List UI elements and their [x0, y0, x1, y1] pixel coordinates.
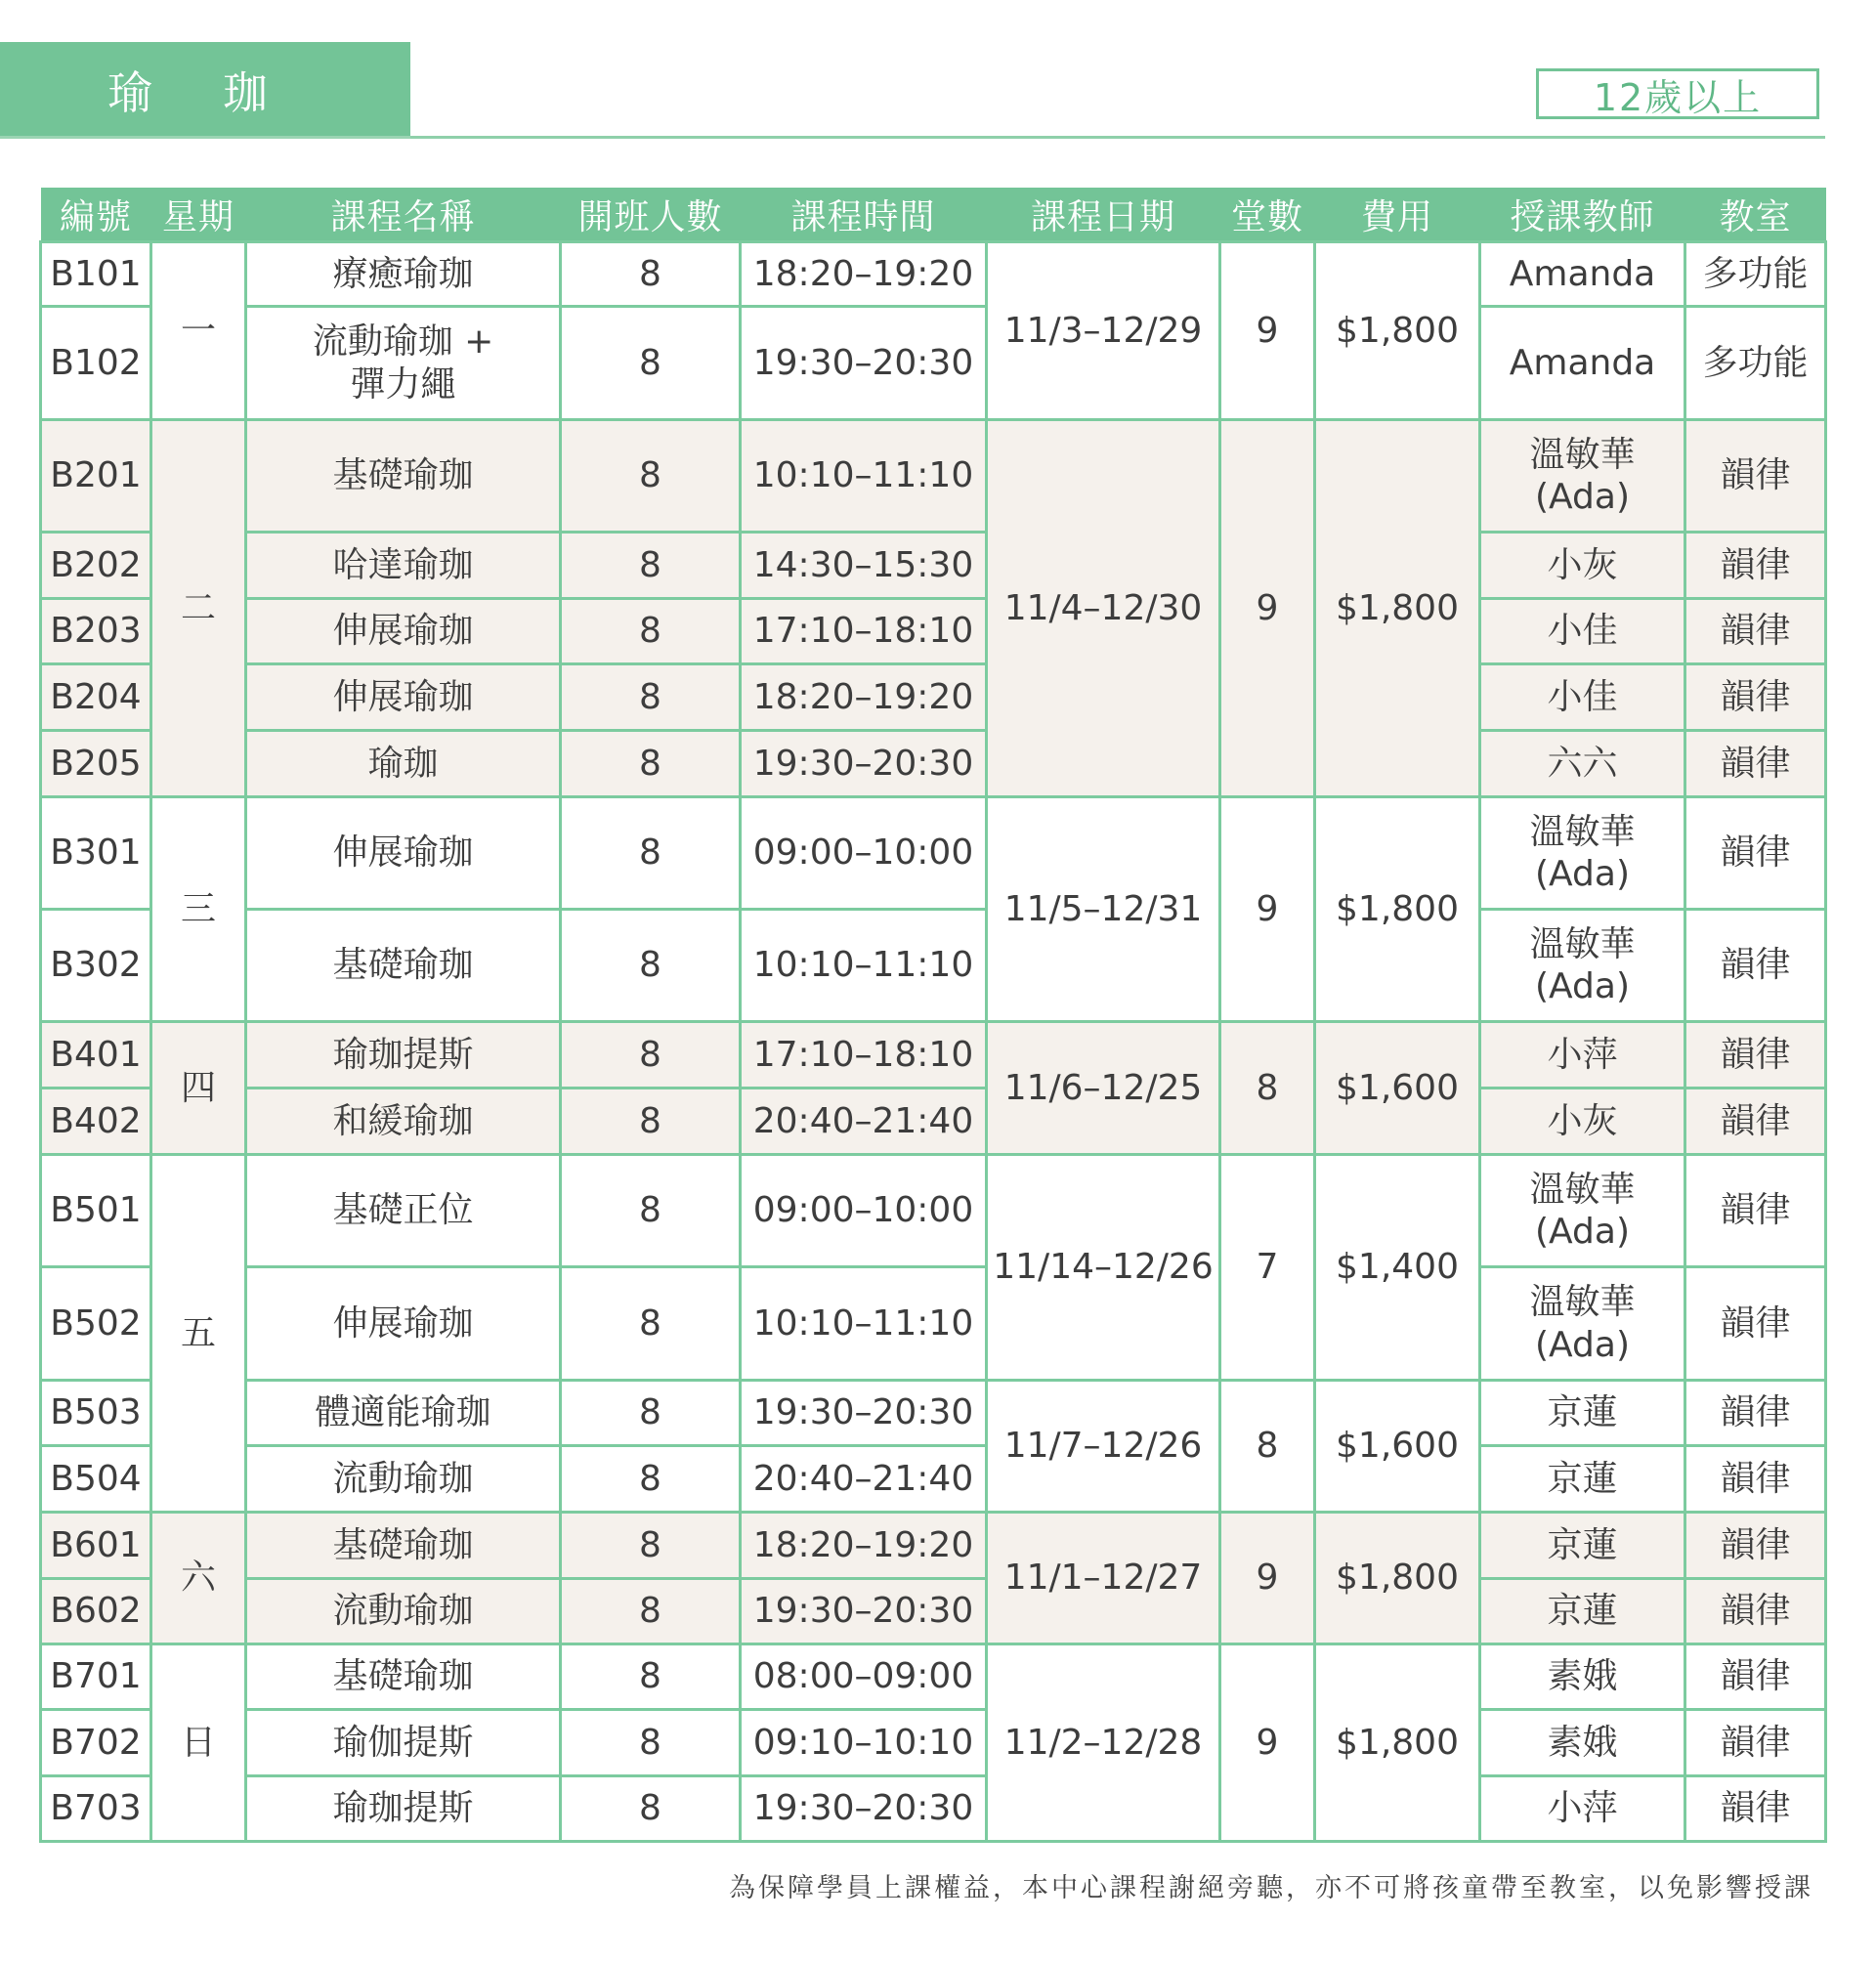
teacher: 六六: [1480, 731, 1685, 797]
course-time: 09:00–10:00: [741, 1155, 987, 1267]
header-capacity: 開班人數: [561, 188, 741, 242]
course-dates: 11/4–12/30: [987, 420, 1220, 797]
course-time: 17:10–18:10: [741, 1022, 987, 1089]
capacity: 8: [561, 797, 741, 910]
table-row: [41, 1710, 1826, 1776]
capacity: 8: [561, 664, 741, 731]
capacity: 8: [561, 242, 741, 307]
title-char-1: 瑜: [107, 65, 152, 119]
teacher: 小萍: [1480, 1022, 1685, 1089]
weekday-cell: 一: [151, 242, 246, 420]
course-id: B101: [41, 242, 151, 307]
course-id: B201: [41, 420, 151, 533]
capacity: 8: [561, 533, 741, 599]
course-dates: 11/7–12/26: [987, 1381, 1220, 1513]
teacher: 溫敏華 (Ada): [1480, 420, 1685, 533]
weekday-cell: 四: [151, 1022, 246, 1155]
course-id: B202: [41, 533, 151, 599]
table-body: [41, 242, 1826, 1842]
course-id: B703: [41, 1776, 151, 1842]
course-id: B102: [41, 307, 151, 420]
capacity: 8: [561, 1022, 741, 1089]
course-dates: 11/6–12/25: [987, 1022, 1220, 1155]
capacity: 8: [561, 1446, 741, 1513]
title-underline-left: [0, 136, 410, 139]
course-name: 流動瑜珈: [246, 1446, 561, 1513]
course-fee: $1,600: [1315, 1022, 1480, 1155]
course-name: 基礎正位: [246, 1155, 561, 1267]
session-count: 7: [1220, 1155, 1315, 1381]
course-name: 流動瑜珈 + 彈力繩: [246, 307, 561, 420]
course-name: 和緩瑜珈: [246, 1089, 561, 1155]
teacher: 素娥: [1480, 1644, 1685, 1710]
table-row: [41, 664, 1826, 731]
classroom: 韻律: [1685, 1089, 1826, 1155]
course-name: 哈達瑜珈: [246, 533, 561, 599]
course-time: 10:10–11:10: [741, 420, 987, 533]
classroom: 多功能: [1685, 242, 1826, 307]
header-room: 教室: [1685, 188, 1826, 242]
capacity: 8: [561, 1381, 741, 1446]
table-header-row: [41, 188, 1826, 242]
course-name: 基礎瑜珈: [246, 1644, 561, 1710]
course-dates: 11/1–12/27: [987, 1513, 1220, 1644]
classroom: 韻律: [1685, 1579, 1826, 1644]
course-schedule-table: [39, 188, 1827, 1843]
title-divider-line: [410, 136, 1825, 139]
teacher: 素娥: [1480, 1710, 1685, 1776]
course-id: B204: [41, 664, 151, 731]
table-row: [41, 1579, 1826, 1644]
table-row: [41, 1022, 1826, 1089]
classroom: 韻律: [1685, 910, 1826, 1022]
course-name: 體適能瑜珈: [246, 1381, 561, 1446]
course-id: B601: [41, 1513, 151, 1579]
classroom: 韻律: [1685, 664, 1826, 731]
table-row: [41, 1644, 1826, 1710]
table-row: [41, 533, 1826, 599]
capacity: 8: [561, 1513, 741, 1579]
course-name: 療癒瑜珈: [246, 242, 561, 307]
table-row: [41, 1089, 1826, 1155]
teacher: 小佳: [1480, 664, 1685, 731]
course-time: 18:20–19:20: [741, 242, 987, 307]
course-id: B205: [41, 731, 151, 797]
classroom: 韻律: [1685, 1446, 1826, 1513]
table-row: [41, 1776, 1826, 1842]
table-row: [41, 1381, 1826, 1446]
teacher: 溫敏華 (Ada): [1480, 1267, 1685, 1381]
course-id: B402: [41, 1089, 151, 1155]
course-time: 20:40–21:40: [741, 1446, 987, 1513]
title-char-2: 珈: [223, 65, 268, 119]
table-row: [41, 1513, 1826, 1579]
table-row: [41, 1155, 1826, 1267]
course-time: 19:30–20:30: [741, 731, 987, 797]
table-row: [41, 910, 1826, 1022]
course-time: 17:10–18:10: [741, 599, 987, 664]
classroom: 多功能: [1685, 307, 1826, 420]
table-row: [41, 420, 1826, 533]
footer-note: 為保障學員上課權益，本中心課程謝絕旁聽，亦不可將孩童帶至教室，以免影響授課: [729, 1873, 1813, 1903]
capacity: 8: [561, 420, 741, 533]
classroom: 韻律: [1685, 1267, 1826, 1381]
header-dates: 課程日期: [987, 188, 1220, 242]
capacity: 8: [561, 731, 741, 797]
capacity: 8: [561, 599, 741, 664]
table-row: [41, 731, 1826, 797]
teacher: Amanda: [1480, 307, 1685, 420]
session-count: 9: [1220, 242, 1315, 420]
capacity: 8: [561, 1776, 741, 1842]
classroom: 韻律: [1685, 1710, 1826, 1776]
course-time: 19:30–20:30: [741, 1579, 987, 1644]
table-row: [41, 307, 1826, 420]
course-time: 20:40–21:40: [741, 1089, 987, 1155]
capacity: 8: [561, 1710, 741, 1776]
course-name: 伸展瑜珈: [246, 664, 561, 731]
course-fee: $1,400: [1315, 1155, 1480, 1381]
teacher: 京蓮: [1480, 1381, 1685, 1446]
course-time: 09:10–10:10: [741, 1710, 987, 1776]
teacher: 小佳: [1480, 599, 1685, 664]
course-name: 基礎瑜珈: [246, 910, 561, 1022]
teacher: 京蓮: [1480, 1446, 1685, 1513]
course-id: B203: [41, 599, 151, 664]
classroom: 韻律: [1685, 1022, 1826, 1089]
session-count: 8: [1220, 1381, 1315, 1513]
course-id: B302: [41, 910, 151, 1022]
course-id: B701: [41, 1644, 151, 1710]
course-time: 10:10–11:10: [741, 1267, 987, 1381]
capacity: 8: [561, 307, 741, 420]
age-requirement-badge: 12歲以上: [1536, 68, 1819, 119]
teacher: 小萍: [1480, 1776, 1685, 1842]
course-name: 瑜珈提斯: [246, 1022, 561, 1089]
course-id: B301: [41, 797, 151, 910]
session-count: 9: [1220, 1513, 1315, 1644]
course-name: 基礎瑜珈: [246, 420, 561, 533]
classroom: 韻律: [1685, 1155, 1826, 1267]
classroom: 韻律: [1685, 1513, 1826, 1579]
weekday-cell: 五: [151, 1155, 246, 1513]
course-id: B602: [41, 1579, 151, 1644]
course-time: 19:30–20:30: [741, 1776, 987, 1842]
course-id: B401: [41, 1022, 151, 1089]
teacher: 小灰: [1480, 533, 1685, 599]
course-time: 08:00–09:00: [741, 1644, 987, 1710]
course-name: 伸展瑜珈: [246, 797, 561, 910]
section-title-bar: [0, 42, 410, 137]
course-name: 瑜珈: [246, 731, 561, 797]
table-row: [41, 1267, 1826, 1381]
classroom: 韻律: [1685, 1776, 1826, 1842]
table-row: [41, 1446, 1826, 1513]
header-time: 課程時間: [741, 188, 987, 242]
course-fee: $1,800: [1315, 1644, 1480, 1842]
course-dates: 11/14–12/26: [987, 1155, 1220, 1381]
classroom: 韻律: [1685, 599, 1826, 664]
course-fee: $1,800: [1315, 420, 1480, 797]
classroom: 韻律: [1685, 1381, 1826, 1446]
capacity: 8: [561, 910, 741, 1022]
course-name: 伸展瑜珈: [246, 1267, 561, 1381]
course-fee: $1,800: [1315, 1513, 1480, 1644]
classroom: 韻律: [1685, 797, 1826, 910]
classroom: 韻律: [1685, 731, 1826, 797]
table-row: [41, 242, 1826, 307]
course-time: 14:30–15:30: [741, 533, 987, 599]
teacher: 溫敏華 (Ada): [1480, 910, 1685, 1022]
header-sessions: 堂數: [1220, 188, 1315, 242]
course-dates: 11/5–12/31: [987, 797, 1220, 1022]
capacity: 8: [561, 1579, 741, 1644]
teacher: 溫敏華 (Ada): [1480, 1155, 1685, 1267]
weekday-cell: 三: [151, 797, 246, 1022]
course-id: B504: [41, 1446, 151, 1513]
course-dates: 11/3–12/29: [987, 242, 1220, 420]
course-fee: $1,800: [1315, 797, 1480, 1022]
teacher: 小灰: [1480, 1089, 1685, 1155]
course-id: B502: [41, 1267, 151, 1381]
course-name: 流動瑜珈: [246, 1579, 561, 1644]
course-id: B503: [41, 1381, 151, 1446]
header-course-name: 課程名稱: [246, 188, 561, 242]
classroom: 韻律: [1685, 420, 1826, 533]
course-time: 09:00–10:00: [741, 797, 987, 910]
course-name: 瑜伽提斯: [246, 1710, 561, 1776]
header-teacher: 授課教師: [1480, 188, 1685, 242]
course-fee: $1,800: [1315, 242, 1480, 420]
course-time: 19:30–20:30: [741, 1381, 987, 1446]
table-row: [41, 599, 1826, 664]
teacher: Amanda: [1480, 242, 1685, 307]
header-fee: 費用: [1315, 188, 1480, 242]
capacity: 8: [561, 1644, 741, 1710]
course-id: B702: [41, 1710, 151, 1776]
classroom: 韻律: [1685, 533, 1826, 599]
course-time: 18:20–19:20: [741, 1513, 987, 1579]
capacity: 8: [561, 1089, 741, 1155]
classroom: 韻律: [1685, 1644, 1826, 1710]
weekday-cell: 二: [151, 420, 246, 797]
capacity: 8: [561, 1267, 741, 1381]
course-name: 瑜珈提斯: [246, 1776, 561, 1842]
session-count: 9: [1220, 420, 1315, 797]
weekday-cell: 六: [151, 1513, 246, 1644]
session-count: 9: [1220, 797, 1315, 1022]
course-time: 18:20–19:20: [741, 664, 987, 731]
session-count: 8: [1220, 1022, 1315, 1155]
course-id: B501: [41, 1155, 151, 1267]
teacher: 京蓮: [1480, 1579, 1685, 1644]
weekday-cell: 日: [151, 1644, 246, 1842]
teacher: 溫敏華 (Ada): [1480, 797, 1685, 910]
course-time: 19:30–20:30: [741, 307, 987, 420]
header-day: 星期: [151, 188, 246, 242]
course-dates: 11/2–12/28: [987, 1644, 1220, 1842]
teacher: 京蓮: [1480, 1513, 1685, 1579]
course-name: 基礎瑜珈: [246, 1513, 561, 1579]
header-id: 編號: [41, 188, 151, 242]
course-time: 10:10–11:10: [741, 910, 987, 1022]
capacity: 8: [561, 1155, 741, 1267]
session-count: 9: [1220, 1644, 1315, 1842]
course-fee: $1,600: [1315, 1381, 1480, 1513]
table-row: [41, 797, 1826, 910]
course-name: 伸展瑜珈: [246, 599, 561, 664]
